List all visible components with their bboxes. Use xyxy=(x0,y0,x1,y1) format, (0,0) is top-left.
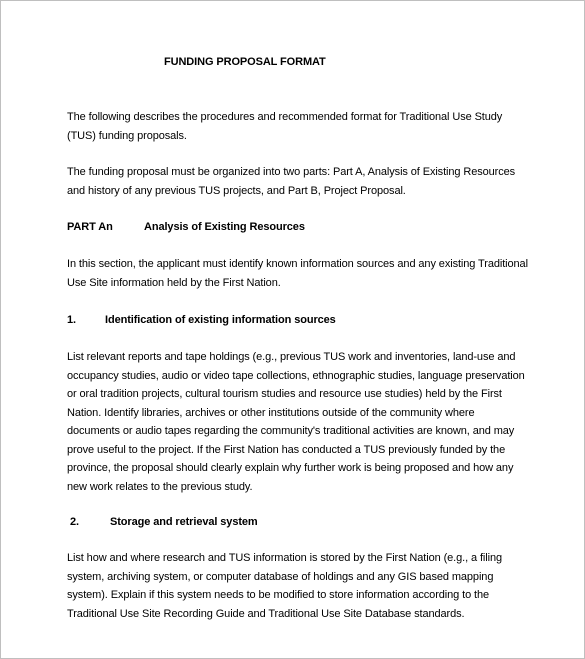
section-1-title: Identification of existing information sources xyxy=(105,314,336,326)
section-1-line: or oral tradition projects, cultural tourism studies and resource use studies) held by the First xyxy=(67,388,502,400)
section-2-paragraph xyxy=(67,549,537,623)
section-2-line: system). Explain if this system needs to be modified to store information according to the xyxy=(67,589,490,601)
organization-line: and history of any previous TUS projects, and Part B, Project Proposal. xyxy=(67,184,406,197)
section-2-line: List how and where research and TUS information is stored by the First Nation (e.g., a filing xyxy=(67,552,502,564)
section-1-line: province, the proposal should clearly explain why further work is being proposed and how any xyxy=(67,462,514,474)
section-1-paragraph xyxy=(67,348,537,496)
document-title: FUNDING PROPOSAL FORMAT xyxy=(164,56,326,68)
section-2-line: system, archiving system, or computer database of holdings and any GIS based mapping xyxy=(67,570,494,583)
intro-paragraph xyxy=(67,108,537,145)
part-a-intro-paragraph xyxy=(67,255,537,292)
section-2-title: Storage and retrieval system xyxy=(110,516,258,528)
part-a-intro-line: In this section, the applicant must identify known information sources and any existing Traditional xyxy=(67,258,528,270)
section-1-line: prove useful to the project. If the First Nation has conducted a TUS previously funded by the xyxy=(67,443,506,456)
intro-line: The following describes the procedures and recommended format for Traditional Use Study xyxy=(67,111,503,123)
section-1-number: 1. xyxy=(67,314,76,326)
section-1-line: occupancy studies, audio or video tape collections, ethnographic studies, language preservation xyxy=(67,369,525,382)
section-2-number: 2. xyxy=(70,516,79,528)
section-2-line: Traditional Use Site Recording Guide and Traditional Use Site Database standards. xyxy=(67,607,465,620)
part-a-title: Analysis of Existing Resources xyxy=(144,221,305,233)
section-1-line: documents or audio tapes regarding the community's traditional activities are known, and may xyxy=(67,425,515,437)
section-1-line: List relevant reports and tape holdings (e.g., previous TUS work and inventories, land-use and xyxy=(67,351,516,363)
section-1-line: new work relates to the previous study. xyxy=(67,480,253,493)
section-1-heading xyxy=(67,311,537,330)
organization-line: The funding proposal must be organized into two parts: Part A, Analysis of Existing Resources xyxy=(67,166,516,178)
part-a-heading xyxy=(67,218,537,237)
part-a-intro-line: Use Site information held by the First Nation. xyxy=(67,276,281,289)
intro-line: (TUS) funding proposals. xyxy=(67,129,187,142)
section-1-line: Nation. Identify libraries, archives or other institutions outside of the community where xyxy=(67,406,475,419)
organization-paragraph xyxy=(67,163,537,200)
section-2-heading xyxy=(70,513,540,532)
part-a-label: PART An xyxy=(67,221,113,233)
